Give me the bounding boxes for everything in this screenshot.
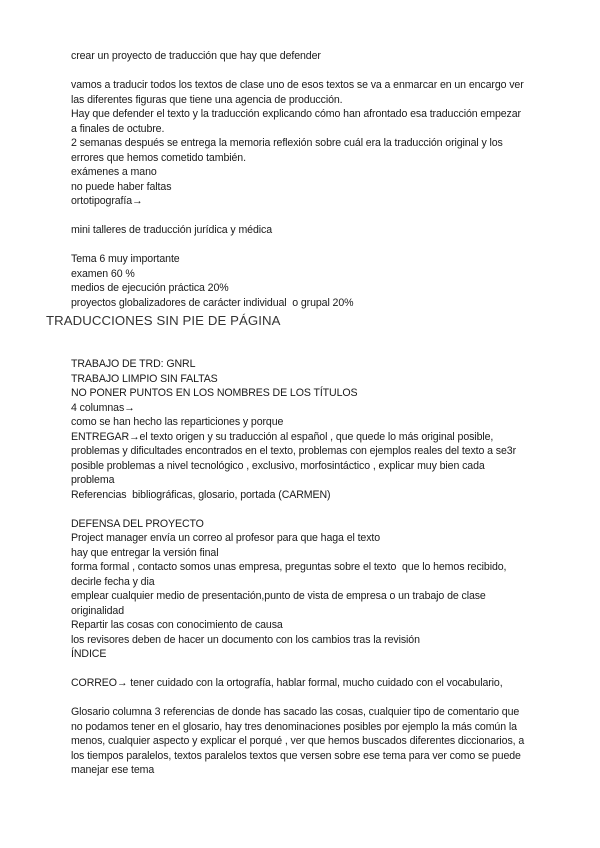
text-line: crear un proyecto de traducción que hay que defender (71, 50, 321, 62)
notes-section-course (71, 49, 571, 310)
text-line: TRABAJO LIMPIO SIN FALTAS (71, 372, 218, 385)
blank-line (71, 64, 571, 79)
blank-line (71, 209, 571, 224)
text-line: proyectos globalizadores de carácter individual o grupal 20% (71, 296, 354, 309)
text-line: a finales de octubre. (71, 122, 165, 135)
text-line: medios de ejecución práctica 20% (71, 282, 229, 294)
text-line: forma formal , contacto somos unas empresa, preguntas sobre el texto que lo hemos recibido, (71, 561, 507, 573)
text-line: problemas y dificultades encontrados en el texto, problemas con ejemplos reales del texto a se3r (71, 445, 517, 457)
text-line: como se han hecho las reparticiones y porque (71, 416, 284, 428)
text-line: mini talleres de traducción jurídica y médica (71, 224, 272, 236)
text-line: manejar ese tema (71, 764, 155, 776)
blank-line (71, 238, 571, 253)
blank-line (71, 691, 571, 706)
blank-line (71, 662, 571, 677)
text-line: Tema 6 muy importante (71, 253, 180, 265)
text-line: ortotipografía→ (71, 195, 143, 207)
text-line: errores que hemos cometido también. (71, 151, 246, 164)
text-line: hay que entregar la versión final (71, 546, 219, 559)
text-line: DEFENSA DEL PROYECTO (71, 517, 204, 530)
text-line: no puede haber faltas (71, 180, 172, 193)
text-line: originalidad (71, 604, 124, 617)
text-line: Hay que defender el texto y la traducción explicando cómo han afrontado esa traducción empezar (71, 108, 521, 120)
text-line: posible problemas a nivel tecnológico , exclusivo, morfosintáctico , explicar muy bien cada (71, 459, 485, 472)
text-line: 2 semanas después se entrega la memoria reflexión sobre cuál era la traducción original y los (71, 137, 503, 149)
text-line: los revisores deben de hacer un documento con los cambios tras la revisión (71, 633, 420, 646)
text-line: Glosario columna 3 referencias de donde has sacado las cosas, cualquier tipo de comentario que (71, 706, 520, 718)
text-line: ENTREGAR→el texto origen y su traducción al español , que quede lo más original posible, (71, 430, 494, 443)
text-line: Referencias bibliográficas, glosario, portada (CARMEN) (71, 488, 331, 501)
text-line: exámenes a mano (71, 166, 157, 178)
text-line: 4 columnas→ (71, 401, 135, 414)
text-line: TRABAJO DE TRD: GNRL (71, 358, 196, 370)
text-line: ÍNDICE (71, 648, 107, 660)
text-line: Project manager envía un correo al profesor para que haga el texto (71, 532, 381, 544)
notes-section-project (71, 357, 571, 778)
text-line: decirle fecha y dia (71, 575, 155, 588)
text-line: examen 60 % (71, 267, 135, 280)
section-heading: TRADUCCIONES SIN PIE DE PÁGINA (46, 313, 281, 328)
text-line: no podamos tener en el glosario, hay tres denominaciones posibles por ejemplo la más común la (71, 720, 517, 733)
text-line: Repartir las cosas con conocimiento de causa (71, 619, 283, 631)
text-line: problema (71, 474, 115, 486)
text-line: los tiempos paralelos, textos paralelos textos que versen sobre ese tema para ver como se puede (71, 749, 521, 762)
text-line: las diferentes figuras que tiene una agencia de producción. (71, 93, 343, 106)
text-line: NO PONER PUNTOS EN LOS NOMBRES DE LOS TÍTULOS (71, 387, 358, 399)
text-line: menos, cualquier aspecto y explicar el porqué , ver que hemos buscados diferentes diccionarios, a (71, 735, 525, 747)
text-line: emplear cualquier medio de presentación,punto de vista de empresa o un trabajo de clase (71, 590, 486, 602)
text-line: CORREO→ tener cuidado con la ortografía, hablar formal, mucho cuidado con el vocabulario, (71, 677, 503, 689)
text-line: vamos a traducir todos los textos de clase uno de esos textos se va a enmarcar en un encargo ver (71, 79, 524, 91)
blank-line (71, 502, 571, 517)
